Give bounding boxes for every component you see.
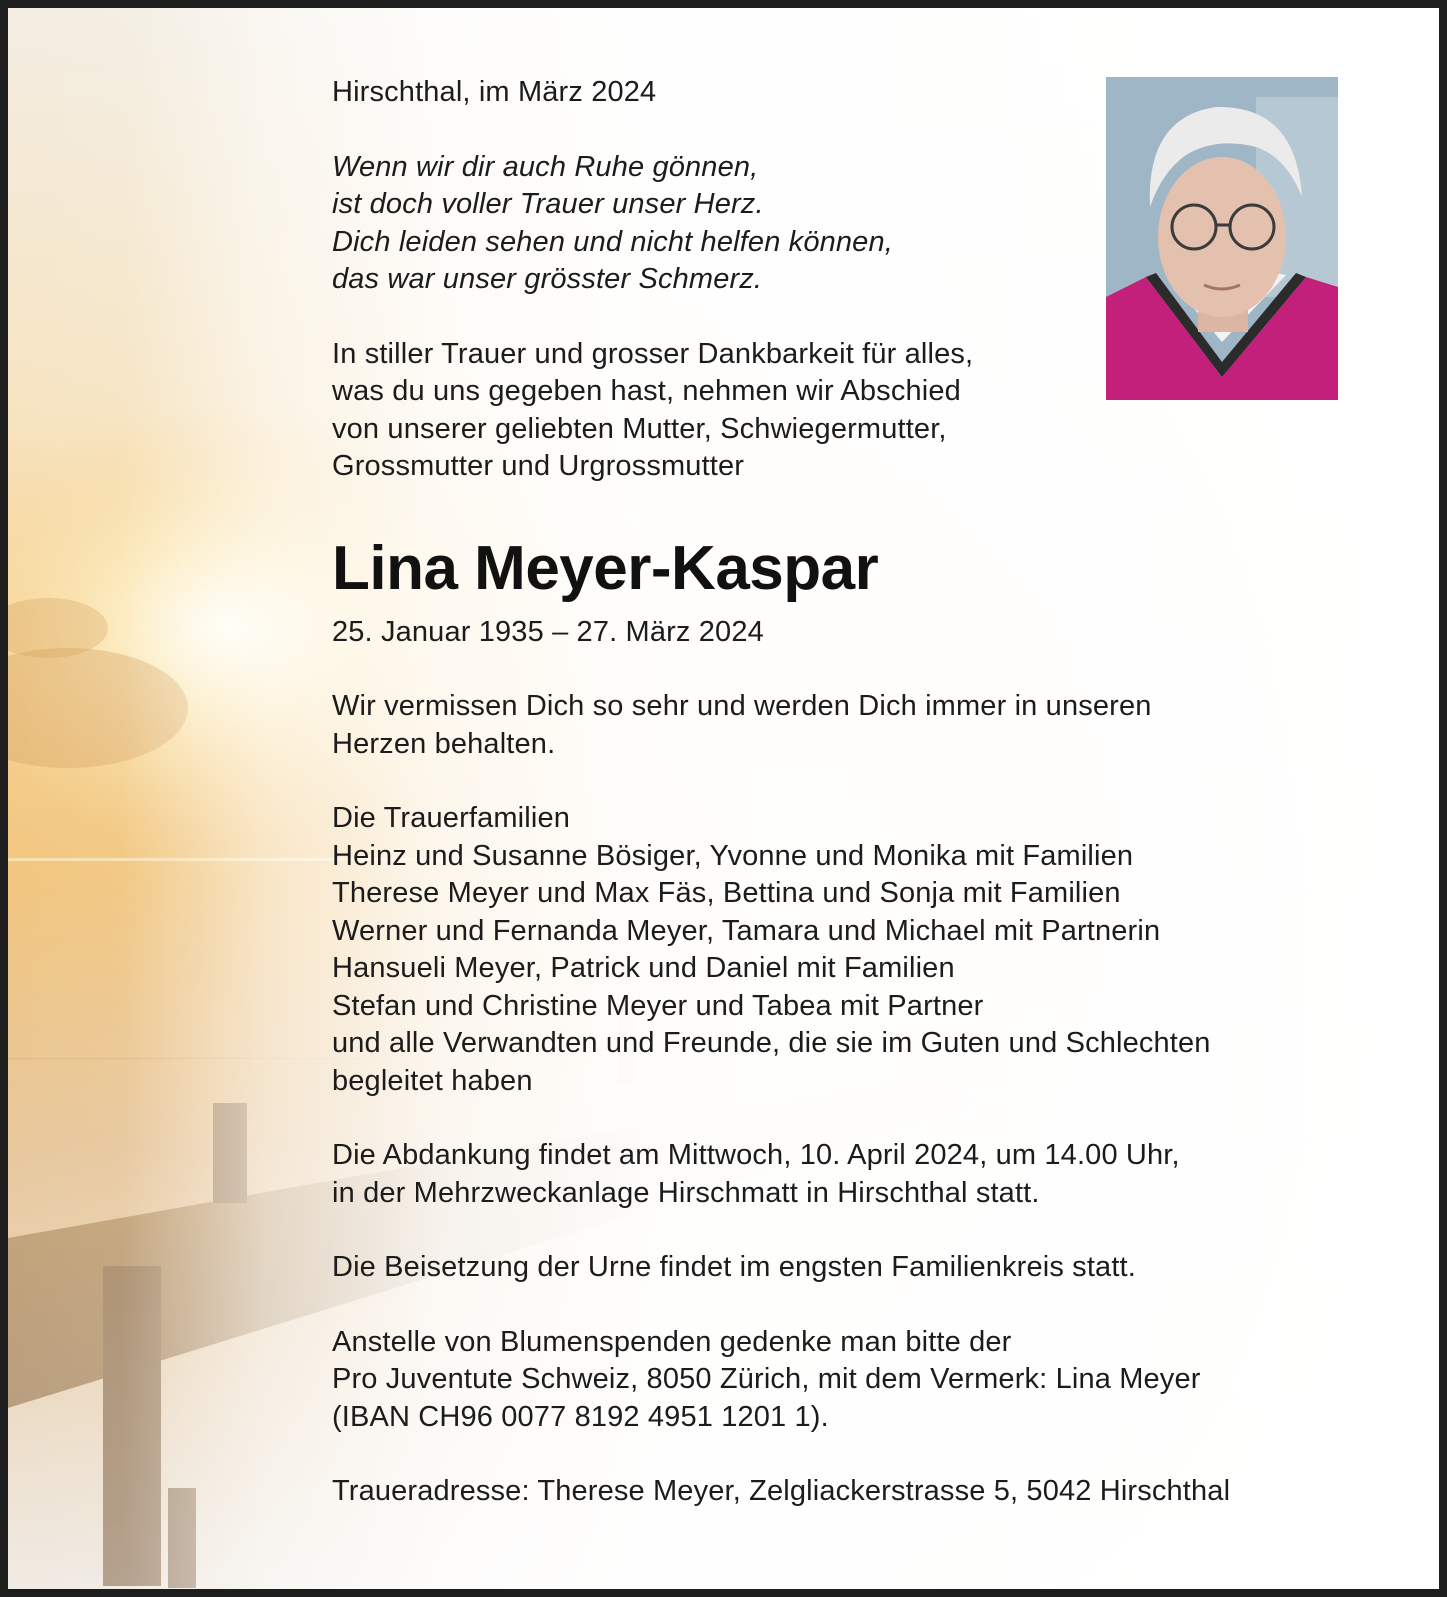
mourners-line: Die Trauerfamilien	[332, 802, 571, 834]
notice-text	[332, 74, 1372, 1511]
mourning-address: Traueradresse: Therese Meyer, Zelgliackerstrasse 5, 5042 Hirschthal	[332, 1475, 1231, 1507]
service-line: Die Abdankung findet am Mittwoch, 10. April 2024, um 14.00 Uhr,	[332, 1139, 1180, 1171]
mourners-line: und alle Verwandten und Freunde, die sie im Guten und Schlechten	[332, 1027, 1211, 1059]
mourners-line: Werner und Fernanda Meyer, Tamara und Michael mit Partnerin	[332, 914, 1161, 947]
mourners-line: Heinz und Susanne Bösiger, Yvonne und Monika mit Familien	[332, 839, 1134, 872]
poem-line: ist doch voller Trauer unser Herz.	[332, 188, 764, 220]
intro-line: Grossmutter und Urgrossmutter	[332, 450, 745, 482]
mourners-line: Therese Meyer und Max Fäs, Bettina und Sonja mit Familien	[332, 877, 1121, 909]
intro-line: In stiller Trauer und grosser Dankbarkeit für alles,	[332, 337, 974, 370]
farewell-paragraph	[332, 688, 1372, 763]
mourners-line: begleitet haben	[332, 1064, 533, 1097]
poem	[332, 149, 1372, 299]
poem-line: das war unser grösster Schmerz.	[332, 263, 763, 295]
intro-paragraph	[332, 336, 1372, 486]
place-date: Hirschthal, im März 2024	[332, 76, 657, 108]
poem-line: Wenn wir dir auch Ruhe gönnen,	[332, 150, 759, 183]
deceased-name: Lina Meyer-Kaspar	[332, 533, 879, 603]
burial-note: Die Beisetzung der Urne findet im engsten Familienkreis statt.	[332, 1251, 1136, 1283]
intro-line: von unserer geliebten Mutter, Schwiegermutter,	[332, 412, 947, 445]
intro-line: was du uns gegeben hast, nehmen wir Abschied	[332, 375, 961, 407]
farewell-line: Herzen behalten.	[332, 727, 556, 760]
life-dates: 25. Januar 1935 – 27. März 2024	[332, 615, 764, 648]
donation-line: (IBAN CH96 0077 8192 4951 1201 1).	[332, 1400, 829, 1433]
farewell-line: Wir vermissen Dich so sehr und werden Dich immer in unseren	[332, 690, 1152, 722]
mourners-line: Hansueli Meyer, Patrick und Daniel mit Familien	[332, 952, 955, 984]
service-line: in der Mehrzweckanlage Hirschmatt in Hirschthal statt.	[332, 1176, 1040, 1209]
donation-line: Anstelle von Blumenspenden gedenke man bitte der	[332, 1325, 1012, 1358]
donation-paragraph	[332, 1324, 1372, 1437]
mourners-list	[332, 800, 1372, 1100]
poem-line: Dich leiden sehen und nicht helfen können,	[332, 225, 893, 258]
service-paragraph	[332, 1137, 1372, 1212]
mourners-line: Stefan und Christine Meyer und Tabea mit Partner	[332, 989, 984, 1022]
donation-line: Pro Juventute Schweiz, 8050 Zürich, mit dem Vermerk: Lina Meyer	[332, 1363, 1201, 1395]
